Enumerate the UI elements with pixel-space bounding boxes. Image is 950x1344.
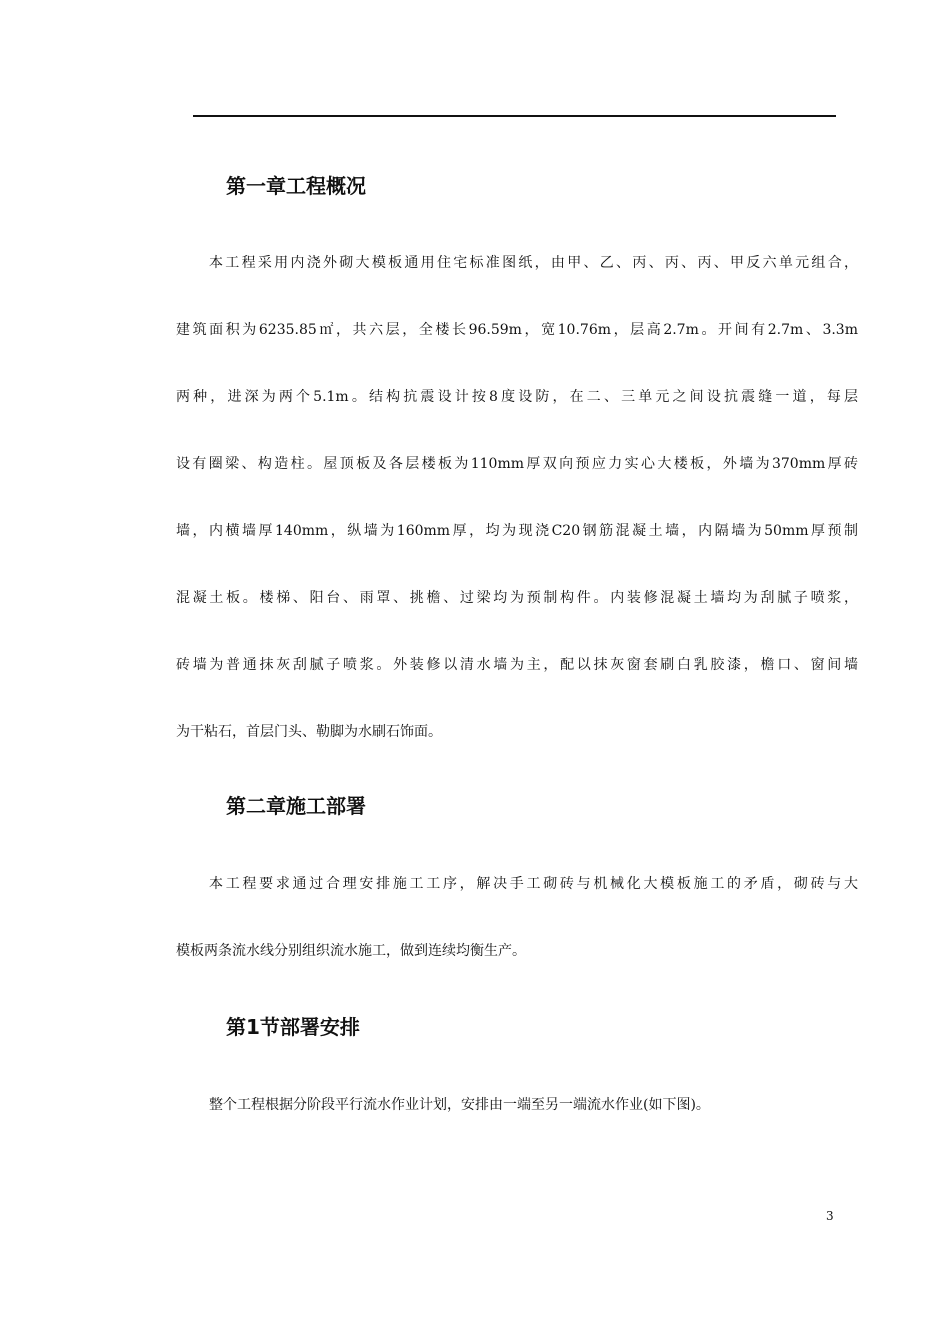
body-line: 墙，内横墙厚140mm，纵墙为160mm厚，均为现浇C20钢筋混凝土墙，内隔墙为50mm厚预制 <box>176 523 858 539</box>
section-1-body <box>176 1072 858 1139</box>
chapter-2-title: 第二章施工部署 <box>226 794 366 818</box>
body-line: 混凝土板。楼梯、阳台、雨罩、挑檐、过梁均为预制构件。内装修混凝土墙均为刮腻子喷浆， <box>176 590 858 606</box>
page-number: 3 <box>826 1209 834 1223</box>
body-line: 模板两条流水线分别组织流水施工，做到连续均衡生产。 <box>176 943 526 959</box>
body-line: 建筑面积为6235.85㎡，共六层，全楼长96.59m，宽10.76m，层高2.7m。开间有2.7m、3.3m <box>176 322 858 338</box>
header-rule <box>193 115 836 117</box>
body-line: 为干粘石，首层门头、勒脚为水刷石饰面。 <box>176 724 442 740</box>
body-line: 设有圈梁、构造柱。屋顶板及各层楼板为110mm厚双向预应力实心大楼板，外墙为370mm厚砖 <box>176 456 858 472</box>
body-line: 砖墙为普通抹灰刮腻子喷浆。外装修以清水墙为主，配以抹灰窗套刷白乳胶漆，檐口、窗间墙 <box>176 657 858 673</box>
body-line: 两种，进深为两个5.1m。结构抗震设计按8度设防，在二、三单元之间设抗震缝一道，每层 <box>176 389 858 405</box>
chapter-1-body <box>176 230 858 766</box>
section-1-title: 第1节部署安排 <box>226 1015 360 1039</box>
chapter-1-title: 第一章工程概况 <box>226 174 366 198</box>
body-line: 本工程要求通过合理安排施工工序，解决手工砌砖与机械化大模板施工的矛盾，砌砖与大 <box>209 876 858 892</box>
body-line: 本工程采用内浇外砌大模板通用住宅标准图纸，由甲、乙、丙、丙、丙、甲反六单元组合， <box>209 255 858 271</box>
body-line: 整个工程根据分阶段平行流水作业计划，安排由一端至另一端流水作业(如下图)。 <box>209 1097 710 1113</box>
chapter-2-body <box>176 851 858 985</box>
